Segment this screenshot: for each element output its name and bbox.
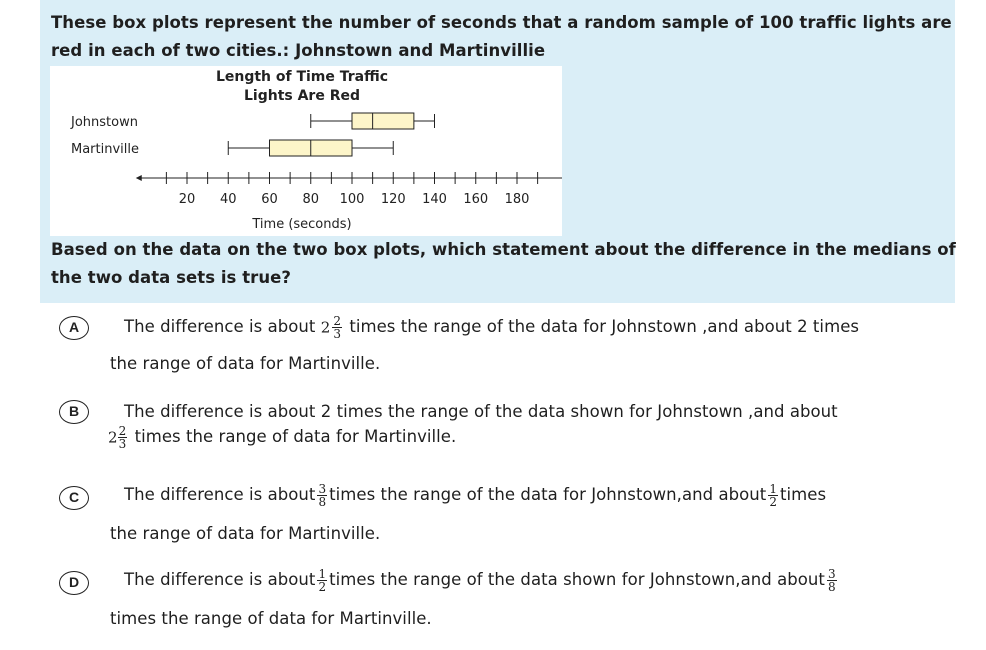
x-tick-label: 20 — [178, 192, 196, 207]
choice-c-frac1-den: 8 — [318, 495, 327, 509]
choice-a-line1 — [124, 315, 859, 340]
choice-a-frac-whole: 2 — [320, 318, 331, 337]
question-text-line2: red in each of two cities.: Johnstown and Martinvillie — [51, 41, 546, 60]
prompt-text-line2: the two data sets is true? — [51, 268, 292, 287]
choice-b-text-part2: times the range of data for Martinville. — [134, 427, 457, 446]
x-tick-label: 160 — [463, 192, 489, 207]
x-tick-label: 80 — [302, 192, 320, 207]
box-plot-chart — [50, 66, 562, 236]
choice-b-frac-den: 3 — [118, 437, 127, 451]
x-tick-label: 180 — [504, 192, 530, 207]
choice-b-line2 — [108, 425, 456, 450]
choice-a-line2: the range of data for Martinville. — [110, 354, 381, 373]
choice-d-frac2-num: 3 — [827, 567, 836, 581]
question-text-line1: These box plots represent the number of seconds that a random sample of 100 traffic lights are — [51, 13, 952, 32]
x-axis-label: Time (seconds) — [252, 217, 352, 232]
choice-d-letter[interactable]: D — [59, 571, 89, 595]
x-tick-label: 120 — [380, 192, 406, 207]
choice-a-letter[interactable]: A — [59, 316, 89, 340]
series-label-johnstown: Johnstown — [71, 115, 138, 130]
choice-c-fraction-1 — [317, 483, 327, 508]
x-tick-label: 40 — [219, 192, 237, 207]
choice-b-line1: The difference is about 2 times the range of the data shown for Johnstown ,and about — [124, 402, 838, 421]
choice-c-text-part1: The difference is about — [124, 485, 316, 504]
choice-a-frac-den: 3 — [333, 327, 342, 341]
choice-a-text-part2: times the range of the data for Johnstown ,and about 2 times — [349, 317, 860, 336]
choice-d-text-part2: times the range of the data shown for Johnstown,and about — [329, 570, 825, 589]
choice-a-text-part1: The difference is about — [124, 317, 316, 336]
choice-d-text-part1: The difference is about — [124, 570, 316, 589]
series-label-martinville: Martinville — [71, 142, 140, 157]
chart-title-line1: Length of Time Traffic — [215, 69, 389, 85]
choice-c-frac2-den: 2 — [769, 495, 777, 509]
choice-c-text-part3: times — [780, 485, 827, 504]
choice-c-line1 — [124, 483, 826, 508]
choice-d-frac2-den: 8 — [827, 580, 836, 594]
choice-d-fraction-1 — [317, 568, 327, 593]
choice-b-letter[interactable]: B — [59, 400, 89, 424]
choice-c-frac2-num: 1 — [769, 482, 777, 496]
box-plot-figure — [50, 66, 562, 236]
choice-c-frac1-num: 3 — [318, 482, 327, 496]
x-axis-left-arrow — [136, 175, 142, 181]
choice-d-frac1-den: 2 — [318, 580, 327, 594]
x-tick-label: 140 — [422, 192, 447, 207]
choice-a-fraction — [332, 315, 342, 340]
choice-a-frac-num: 2 — [333, 314, 342, 328]
choice-d-line1 — [124, 568, 839, 593]
prompt-text-line1: Based on the data on the two box plots, which statement about the difference in the medians of — [51, 240, 956, 259]
x-tick-label: 100 — [339, 192, 365, 207]
choice-b-frac-num: 2 — [118, 424, 127, 438]
choice-d-frac1-num: 1 — [318, 567, 327, 581]
choice-c-fraction-2 — [768, 483, 778, 508]
choice-d-fraction-2 — [827, 568, 837, 593]
choice-b-fraction — [118, 425, 128, 450]
choice-b-frac-whole: 2 — [108, 428, 118, 447]
box — [352, 113, 414, 129]
choice-c-letter[interactable]: C — [59, 486, 89, 510]
choice-c-line2: the range of data for Martinville. — [110, 524, 381, 543]
choice-d-line2: times the range of data for Martinville. — [110, 609, 432, 628]
x-tick-label: 60 — [261, 192, 278, 207]
chart-title-line2: Lights Are Red — [243, 88, 361, 104]
choice-c-text-part2: times the range of the data for Johnstown,and about — [329, 485, 767, 504]
